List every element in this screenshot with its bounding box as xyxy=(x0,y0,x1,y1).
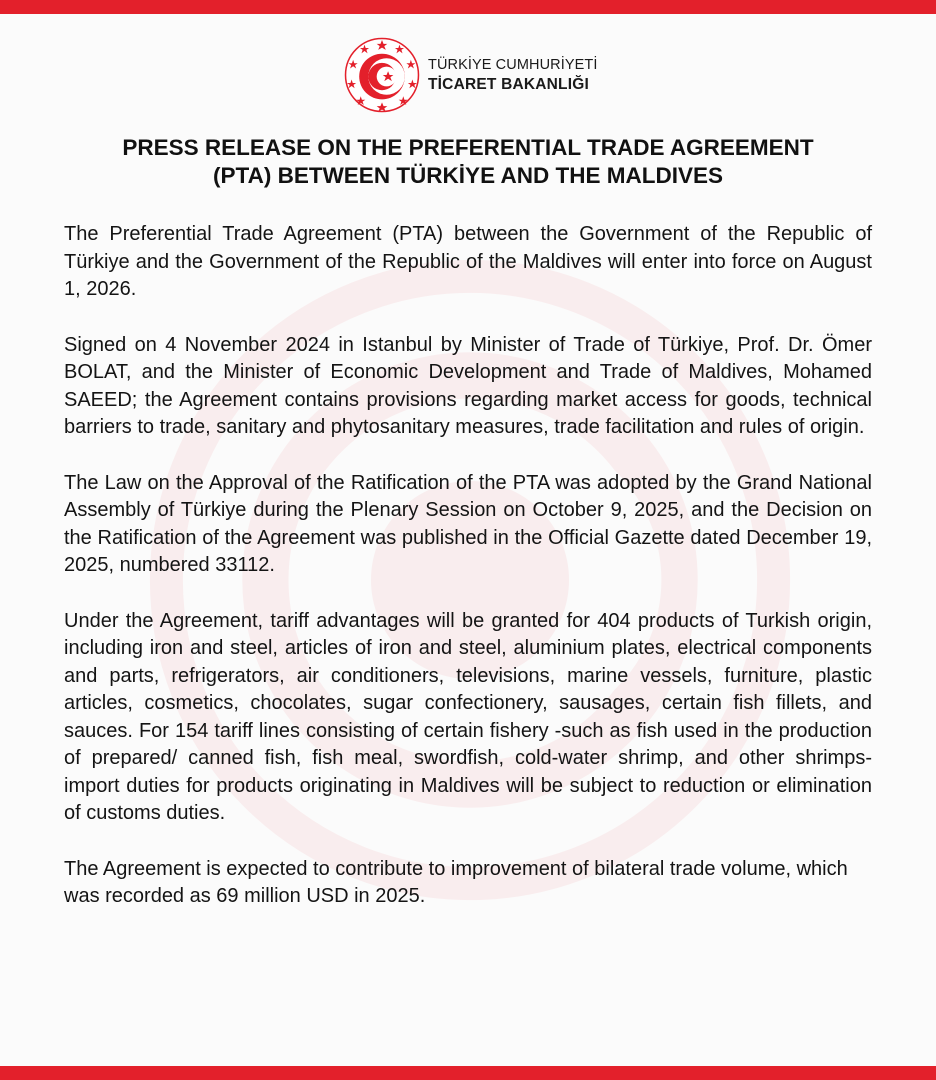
top-red-bar xyxy=(0,0,936,14)
paragraph-entry-into-force: The Preferential Trade Agreement (PTA) between the Government of the Republic of Türkiye and the Government of the Republic of the Maldives will enter into force on August 1, 2026. xyxy=(64,223,872,300)
press-release-title xyxy=(48,134,888,190)
ministry-header xyxy=(344,36,597,114)
paragraph-trade-volume: The Agreement is expected to contribute to improvement of bilateral trade volume, which was recorded as 69 million USD in 2025. xyxy=(64,857,848,907)
paragraph-ratification: The Law on the Approval of the Ratification of the PTA was adopted by the Grand National Assembly of Türkiye during the Plenary Session on October 9, 2025, and the Decision on the Ratification of the Agreement was published in the Official Gazette dated December 19, 2025, numbered 33112. xyxy=(64,471,872,576)
paragraph-tariff-advantages: Under the Agreement, tariff advantages will be granted for 404 products of Turkish origin, including iron and steel, articles of iron and steel, aluminium plates, electrical components and parts, refrigerators, air conditioners, televisions, marine vessels, furniture, plastic articles, cosmetics, chocolates, sugar confectionery, sausages, certain fish fillets, and sauces. For 154 tariff lines consisting of certain fishery -such as fish used in the production of prepared/ canned fish, fish meal, swordfish, cold-water shrimp, and other shrimps- import duties for products originating in Maldives will be subject to reduction or elimination of customs duties. xyxy=(64,609,872,824)
ministry-name-line2: TİCARET BAKANLIĞI xyxy=(428,76,589,93)
bottom-red-bar xyxy=(0,1066,936,1080)
title-line1: PRESS RELEASE ON THE PREFERENTIAL TRADE AGREEMENT xyxy=(122,135,814,160)
press-release-body xyxy=(64,221,872,939)
paragraph-signing: Signed on 4 November 2024 in Istanbul by Minister of Trade of Türkiye, Prof. Dr. Ömer BOLAT, and the Minister of Economic Development and Trade of Maldives, Mohamed SAEED; the Agreement contains provisions regarding market access for goods, technical barriers to trade, sanitary and phytosanitary measures, trade facilitation and rules of origin. xyxy=(64,333,872,438)
crescent-star-emblem-icon xyxy=(344,37,420,113)
ministry-name xyxy=(428,56,597,94)
title-line2: (PTA) BETWEEN TÜRKİYE AND THE MALDIVES xyxy=(213,163,723,188)
ministry-name-line1: TÜRKİYE CUMHURİYETİ xyxy=(428,57,598,73)
